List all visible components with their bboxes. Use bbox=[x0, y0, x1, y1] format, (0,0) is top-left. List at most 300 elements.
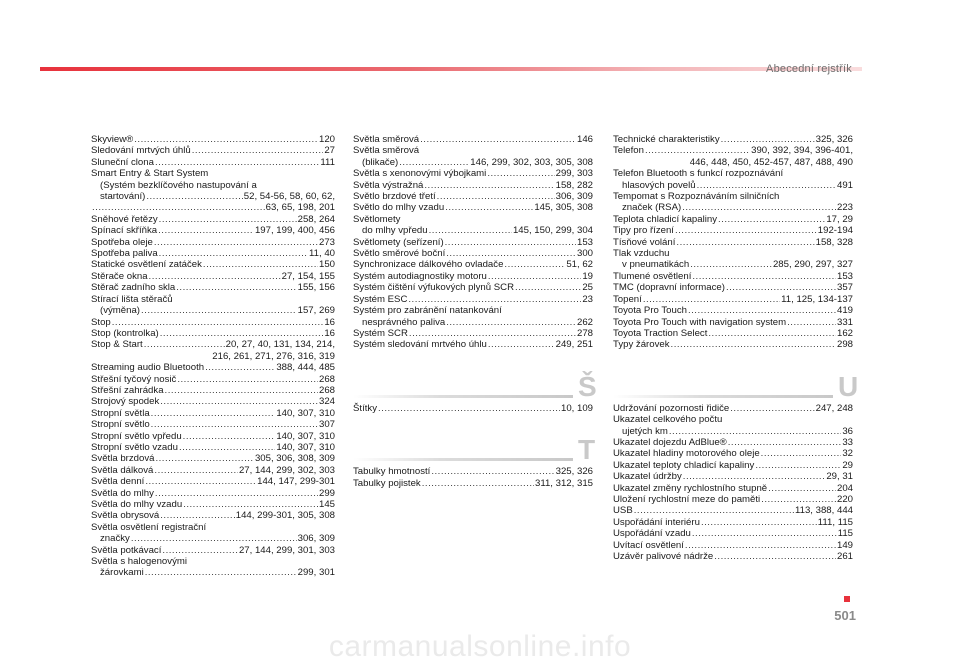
index-term: Sluneční clona bbox=[91, 156, 154, 168]
index-entry bbox=[613, 282, 853, 293]
index-line bbox=[91, 533, 335, 544]
page-references: 140, 307, 310 bbox=[276, 430, 335, 442]
leader-dots bbox=[787, 317, 836, 328]
index-term: hlasových povelů bbox=[622, 179, 696, 191]
index-term: Stropní světlo vpředu bbox=[91, 430, 182, 442]
index-term: Světla dálková bbox=[91, 464, 154, 476]
leader-dots bbox=[183, 499, 318, 510]
index-entry bbox=[91, 522, 335, 545]
page-references: 258, 264 bbox=[297, 213, 335, 225]
index-term: Ukazatel hladiny motorového oleje bbox=[613, 448, 760, 460]
section-letter: T bbox=[578, 434, 596, 466]
leader-dots bbox=[424, 180, 554, 191]
index-term: Stropní světla bbox=[91, 407, 150, 419]
index-line bbox=[613, 471, 853, 482]
page-references: 268 bbox=[318, 373, 335, 385]
index-entry bbox=[91, 259, 335, 270]
index-term: v pneumatikách bbox=[622, 259, 690, 271]
index-line bbox=[613, 202, 853, 213]
index-entry bbox=[91, 431, 335, 442]
index-entry bbox=[613, 414, 853, 437]
index-term: Toyota Traction Select bbox=[613, 327, 708, 339]
page-references: 197, 199, 400, 456 bbox=[254, 225, 335, 237]
index-line bbox=[353, 248, 593, 259]
page-references: 306, 309 bbox=[555, 191, 593, 203]
index-entry bbox=[613, 339, 853, 350]
letter-divider bbox=[613, 370, 859, 403]
index-entry bbox=[91, 488, 335, 499]
leader-dots bbox=[151, 419, 318, 430]
index-term: Světlo směrové boční bbox=[353, 248, 446, 260]
index-term: Topení bbox=[613, 293, 642, 305]
index-entry bbox=[353, 328, 593, 339]
index-line bbox=[353, 317, 593, 328]
index-line bbox=[91, 168, 335, 179]
index-line bbox=[353, 202, 593, 213]
leader-dots bbox=[409, 328, 576, 339]
leader-dots bbox=[726, 282, 836, 293]
index-term: Streaming audio Bluetooth bbox=[91, 362, 205, 374]
index-line bbox=[91, 145, 335, 156]
index-line bbox=[613, 191, 853, 202]
index-line bbox=[353, 145, 593, 156]
index-line bbox=[613, 157, 853, 168]
index-entry bbox=[91, 396, 335, 407]
leader-dots bbox=[446, 248, 576, 259]
index-term: Světla s halogenovými bbox=[91, 556, 187, 568]
index-term: Světla denní bbox=[91, 476, 145, 488]
index-entry bbox=[353, 134, 593, 145]
index-line bbox=[91, 282, 335, 293]
leader-dots bbox=[645, 145, 750, 156]
index-entry bbox=[91, 282, 335, 293]
index-term: Systém čištění výfukových plynů SCR bbox=[353, 282, 515, 294]
index-line bbox=[91, 191, 335, 202]
index-term: Světla směrová bbox=[353, 134, 420, 145]
header-accent-bar bbox=[40, 67, 862, 71]
leader-dots bbox=[131, 533, 297, 544]
index-entry bbox=[91, 545, 335, 556]
leader-dots bbox=[145, 476, 256, 487]
leader-dots bbox=[445, 237, 576, 248]
page-references: 146, 299, 302, 303, 305, 308 bbox=[470, 156, 593, 168]
index-entry bbox=[613, 437, 853, 448]
index-term: Typy žárovek bbox=[613, 339, 670, 351]
index-term: Uzávěr palivové nádrže bbox=[613, 551, 714, 562]
index-term: Ukazatel teploty chladicí kapaliny bbox=[613, 459, 755, 471]
page-references: 19 bbox=[582, 270, 593, 282]
index-term: Sledování mrtvých úhlů bbox=[91, 145, 191, 157]
index-term: Stropní světlo bbox=[91, 419, 150, 431]
page-references: 23 bbox=[582, 293, 593, 305]
leader-dots bbox=[676, 237, 814, 248]
index-term: Systém autodiagnostiky motoru bbox=[353, 270, 487, 282]
index-line bbox=[353, 328, 593, 339]
leader-dots bbox=[688, 305, 836, 316]
index-entry bbox=[613, 294, 853, 305]
page-references: 32 bbox=[842, 448, 853, 460]
page-references: 145, 305, 308 bbox=[534, 202, 593, 214]
page-references: 150 bbox=[318, 259, 335, 271]
leader-dots bbox=[205, 362, 275, 373]
leader-dots bbox=[155, 488, 318, 499]
index-line bbox=[91, 488, 335, 499]
index-term: Ukazatel změny rychlostního stupně bbox=[613, 482, 768, 494]
index-line bbox=[613, 494, 853, 505]
index-line bbox=[91, 294, 335, 305]
page-references: 27, 154, 155 bbox=[281, 270, 335, 282]
leader-dots bbox=[145, 567, 297, 578]
index-entry bbox=[613, 528, 853, 539]
index-term: Systém pro zabránění natankování bbox=[353, 305, 502, 317]
index-entry bbox=[353, 191, 593, 202]
page-references: 11, 125, 134-137 bbox=[781, 293, 853, 305]
index-term: Tísňové volání bbox=[613, 236, 676, 248]
page-references: 299, 303 bbox=[555, 168, 593, 180]
leader-dots bbox=[399, 157, 469, 168]
page-references: 144, 299-301, 305, 308 bbox=[235, 510, 335, 522]
index-line bbox=[613, 134, 853, 145]
page-references: 146 bbox=[576, 134, 593, 145]
page-references: 331 bbox=[836, 316, 853, 328]
index-line bbox=[91, 396, 335, 407]
index-line bbox=[613, 294, 853, 305]
leader-dots bbox=[634, 505, 794, 516]
index-line bbox=[353, 225, 593, 236]
index-term: startování) bbox=[100, 191, 146, 203]
leader-dots bbox=[643, 294, 780, 305]
index-entry bbox=[613, 483, 853, 494]
index-entry bbox=[613, 460, 853, 471]
index-entry bbox=[91, 408, 335, 419]
index-entry bbox=[91, 248, 335, 259]
leader-dots bbox=[697, 180, 836, 191]
index-term: Synchronizace dálkového ovladače bbox=[353, 259, 504, 271]
index-term: Stěrače okna bbox=[91, 270, 148, 282]
leader-dots bbox=[445, 202, 533, 213]
leader-dots bbox=[112, 317, 324, 328]
leader-dots bbox=[515, 282, 581, 293]
index-term: značky bbox=[100, 533, 130, 545]
leader-dots bbox=[669, 426, 841, 437]
index-entry bbox=[613, 517, 853, 528]
index-line bbox=[91, 180, 335, 191]
index-term: Světla výstražná bbox=[353, 179, 424, 191]
index-line bbox=[91, 476, 335, 487]
index-line bbox=[613, 305, 853, 316]
leader-dots bbox=[408, 294, 581, 305]
index-entry bbox=[353, 403, 593, 414]
page-references: 52, 54-56, 58, 60, 62, bbox=[243, 191, 335, 203]
page-references: 20, 27, 40, 131, 134, 214, bbox=[225, 339, 335, 351]
leader-dots bbox=[675, 225, 817, 236]
index-entry bbox=[353, 259, 593, 270]
page-references: 306, 309 bbox=[297, 533, 335, 545]
index-entry bbox=[613, 505, 853, 516]
page-references: 11, 40 bbox=[309, 248, 335, 260]
index-term: značek (RSA) bbox=[622, 202, 682, 214]
index-term: Ukazatel údržby bbox=[613, 471, 682, 483]
page-references: 300 bbox=[576, 248, 593, 260]
index-entry bbox=[91, 499, 335, 510]
index-line bbox=[91, 271, 335, 282]
index-entry bbox=[353, 202, 593, 213]
page-references: 115 bbox=[837, 528, 853, 540]
index-entry bbox=[613, 225, 853, 236]
index-term: Spínací skříňka bbox=[91, 225, 158, 237]
leader-dots bbox=[761, 494, 836, 505]
index-line bbox=[613, 237, 853, 248]
leader-dots bbox=[708, 328, 836, 339]
index-line bbox=[353, 294, 593, 305]
page-references: 307 bbox=[318, 419, 335, 431]
index-line bbox=[353, 403, 593, 414]
page-references: 491 bbox=[836, 179, 853, 191]
leader-dots bbox=[158, 225, 254, 236]
index-entry bbox=[613, 237, 853, 248]
index-entry bbox=[91, 328, 335, 339]
page-references: 249, 251 bbox=[555, 339, 593, 351]
leader-dots bbox=[504, 259, 565, 270]
index-line bbox=[613, 259, 853, 270]
index-line bbox=[353, 214, 593, 225]
index-term: Stop & Start bbox=[91, 339, 143, 351]
index-line bbox=[613, 328, 853, 339]
page-references: 357 bbox=[836, 282, 853, 294]
page-references: 298 bbox=[836, 339, 853, 351]
index-term: Světla brzdová bbox=[91, 453, 155, 465]
page-references: 25 bbox=[582, 282, 593, 294]
index-entry bbox=[613, 448, 853, 459]
index-line bbox=[613, 317, 853, 328]
index-line bbox=[91, 305, 335, 316]
page-references: 17, 29 bbox=[826, 213, 853, 225]
page-references: 16 bbox=[324, 327, 335, 339]
page-references: 140, 307, 310 bbox=[276, 441, 335, 453]
leader-dots bbox=[420, 134, 576, 145]
index-line bbox=[353, 259, 593, 270]
index-term: Střešní tyčový nosič bbox=[91, 373, 177, 385]
index-term: Tempomat s Rozpoznáváním silničních bbox=[613, 191, 780, 203]
index-entry bbox=[613, 191, 853, 214]
index-term: TMC (dopravní informace) bbox=[613, 282, 725, 294]
index-entry bbox=[353, 294, 593, 305]
page-references: 390, 392, 394, 396-401, bbox=[751, 145, 853, 157]
leader-dots bbox=[141, 305, 297, 316]
watermark: carmanualsonline.info bbox=[328, 630, 632, 663]
index-column-2 bbox=[353, 134, 597, 489]
index-term: Tabulky pojistek bbox=[353, 477, 421, 489]
index-line bbox=[613, 339, 853, 350]
index-line bbox=[353, 134, 593, 145]
index-term: Uspořádání interiéru bbox=[613, 516, 700, 528]
index-term: Střešní zahrádka bbox=[91, 384, 164, 396]
index-entry bbox=[91, 317, 335, 328]
index-line bbox=[613, 403, 853, 414]
page-references: 285, 290, 297, 327 bbox=[772, 259, 853, 271]
page-references: 158, 282 bbox=[555, 179, 593, 191]
index-line bbox=[91, 351, 335, 362]
index-term: Uložení rychlostní meze do paměti bbox=[613, 493, 761, 505]
index-line bbox=[353, 339, 593, 350]
page-references: 162 bbox=[836, 327, 853, 339]
index-column-3 bbox=[613, 134, 859, 562]
index-term: (Systém bezklíčového nastupování a bbox=[100, 179, 257, 191]
leader-dots bbox=[768, 483, 836, 494]
leader-dots bbox=[160, 328, 324, 339]
index-line bbox=[613, 426, 853, 437]
leader-dots bbox=[177, 374, 318, 385]
index-term: (výměna) bbox=[100, 305, 140, 317]
leader-dots bbox=[92, 202, 265, 213]
page-references: 216, 261, 271, 276, 316, 319 bbox=[212, 350, 335, 362]
leader-dots bbox=[176, 282, 296, 293]
page-references: 111, 115 bbox=[817, 516, 853, 528]
leader-dots bbox=[761, 448, 842, 459]
index-term: Stropní světlo vzadu bbox=[91, 441, 178, 453]
page-references: 10, 109 bbox=[560, 402, 593, 414]
letter-divider bbox=[353, 434, 596, 466]
index-entry bbox=[613, 540, 853, 551]
page-references: 63, 65, 198, 201 bbox=[265, 202, 335, 214]
index-term: Stěrač zadního skla bbox=[91, 282, 176, 294]
index-entry bbox=[353, 339, 593, 350]
page-references: 113, 388, 444 bbox=[795, 505, 853, 517]
page-references: 153 bbox=[836, 270, 853, 282]
index-term: Světlomety (seřízení) bbox=[353, 236, 444, 248]
page-references: 278 bbox=[576, 327, 593, 339]
index-entry bbox=[613, 403, 853, 414]
letter-divider bbox=[353, 370, 597, 403]
index-entry bbox=[91, 385, 335, 396]
leader-dots bbox=[718, 214, 825, 225]
index-entry bbox=[613, 471, 853, 482]
index-line bbox=[91, 339, 335, 350]
index-line bbox=[613, 437, 853, 448]
index-term: do mlhy vpředu bbox=[362, 225, 428, 237]
page-references: 220 bbox=[836, 493, 853, 505]
index-line bbox=[613, 271, 853, 282]
index-entry bbox=[91, 339, 335, 362]
index-line bbox=[613, 505, 853, 516]
index-term: Technické charakteristiky bbox=[613, 134, 720, 145]
page-references: 27 bbox=[324, 145, 335, 157]
page-references: 51, 62 bbox=[566, 259, 593, 271]
index-entry bbox=[91, 465, 335, 476]
page-references: 157, 269 bbox=[297, 305, 335, 317]
leader-dots bbox=[154, 237, 318, 248]
index-term: Spotřeba oleje bbox=[91, 236, 153, 248]
page-references: 273 bbox=[318, 236, 335, 248]
leader-dots bbox=[192, 145, 324, 156]
index-line bbox=[91, 328, 335, 339]
index-term: USB bbox=[613, 505, 633, 517]
index-term: Ukazatel dojezdu AdBlue® bbox=[613, 436, 727, 448]
index-line bbox=[613, 214, 853, 225]
page-references: 419 bbox=[836, 305, 853, 317]
index-entry bbox=[91, 145, 335, 156]
index-entry bbox=[613, 271, 853, 282]
index-entry bbox=[91, 453, 335, 464]
index-term: Strojový spodek bbox=[91, 396, 160, 408]
index-line bbox=[91, 442, 335, 453]
leader-dots bbox=[730, 403, 814, 414]
index-entry bbox=[353, 168, 593, 179]
index-entry bbox=[613, 214, 853, 225]
index-line bbox=[91, 510, 335, 521]
index-entry bbox=[353, 214, 593, 237]
index-term: Světlo do mlhy vzadu bbox=[353, 202, 445, 214]
index-term: Smart Entry & Start System bbox=[91, 168, 209, 180]
page-references: 261 bbox=[836, 551, 853, 562]
index-line bbox=[91, 157, 335, 168]
leader-dots bbox=[755, 460, 841, 471]
index-term: Ukazatel celkového počtu bbox=[613, 414, 723, 426]
index-line bbox=[353, 466, 593, 477]
index-entry bbox=[353, 282, 593, 293]
index-line bbox=[91, 134, 335, 145]
index-term: Světla obrysová bbox=[91, 510, 160, 522]
index-line bbox=[613, 414, 853, 425]
index-term: Světla osvětlení registrační bbox=[91, 521, 207, 533]
index-term: Uspořádání vzadu bbox=[613, 528, 691, 540]
index-line bbox=[91, 567, 335, 578]
index-line bbox=[613, 225, 853, 236]
index-line bbox=[613, 540, 853, 551]
index-term: Statické osvětlení zatáček bbox=[91, 259, 202, 271]
page-references: 299, 301 bbox=[297, 567, 335, 579]
index-line bbox=[353, 191, 593, 202]
leader-dots bbox=[160, 396, 318, 407]
index-entry bbox=[353, 237, 593, 248]
index-line bbox=[91, 362, 335, 373]
leader-dots bbox=[151, 408, 276, 419]
page-references: 268 bbox=[318, 384, 335, 396]
index-entry bbox=[91, 134, 335, 145]
index-entry bbox=[91, 556, 335, 579]
index-term: žárovkami bbox=[100, 567, 144, 579]
index-term: nesprávného paliva bbox=[362, 316, 446, 328]
index-entry bbox=[91, 476, 335, 487]
leader-dots bbox=[203, 259, 318, 270]
index-line bbox=[613, 145, 853, 156]
divider-line bbox=[353, 458, 573, 461]
leader-dots bbox=[488, 271, 581, 282]
index-entry bbox=[91, 294, 335, 317]
index-line bbox=[353, 157, 593, 168]
section-letter: Š bbox=[578, 370, 597, 402]
index-line bbox=[91, 237, 335, 248]
index-entry bbox=[613, 248, 853, 271]
page-references: 305, 306, 308, 309 bbox=[254, 453, 335, 465]
leader-dots bbox=[422, 478, 534, 489]
page-marker bbox=[844, 596, 850, 602]
leader-dots bbox=[446, 317, 576, 328]
index-line bbox=[353, 271, 593, 282]
divider-line bbox=[353, 395, 573, 398]
page-references: 120 bbox=[318, 134, 335, 145]
page-references: 29, 31 bbox=[826, 471, 853, 483]
leader-dots bbox=[165, 385, 318, 396]
divider-line bbox=[613, 395, 833, 398]
index-line bbox=[353, 282, 593, 293]
page-references: 324 bbox=[318, 396, 335, 408]
leader-dots bbox=[378, 403, 560, 414]
leader-dots bbox=[685, 540, 836, 551]
index-entry bbox=[353, 478, 593, 489]
index-line bbox=[91, 202, 335, 213]
page-references: 223 bbox=[836, 202, 853, 214]
